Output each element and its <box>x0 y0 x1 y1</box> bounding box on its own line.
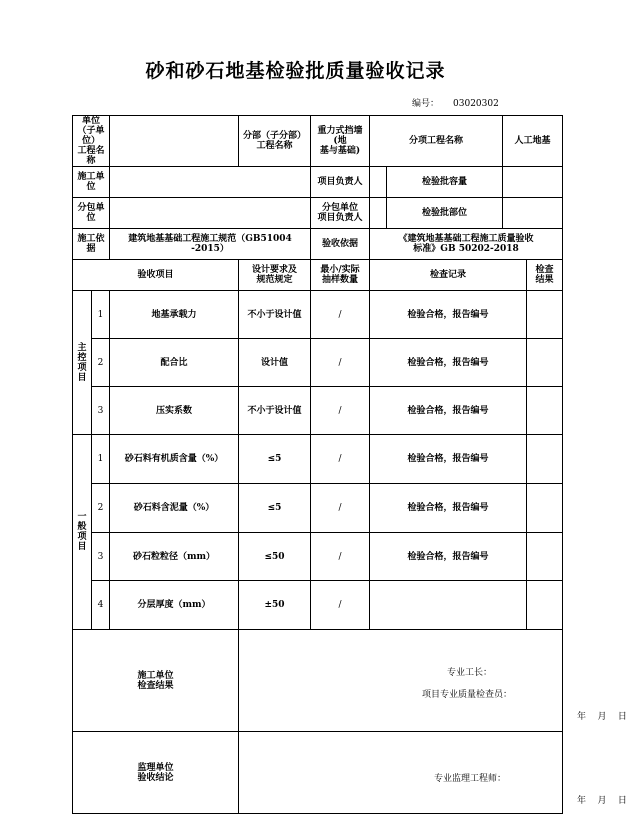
batch-location-label: 检验批部位 <box>387 198 503 229</box>
item-result <box>527 435 563 484</box>
table-row <box>73 484 563 533</box>
acceptance-basis-value: 《建筑地基基础工程施工质量验收 标准》GB 50202-2018 <box>370 229 563 260</box>
item-sample-qty: / <box>311 533 370 581</box>
column-header-sample-qty: 最小/实际 抽样数量 <box>311 260 370 291</box>
quality-inspector-signature-label: 项目专业质量检查员： <box>422 690 513 700</box>
subdivision-project-name-value: 重力式挡墙(地 基与基础) <box>311 116 370 167</box>
main-control-group-label: 主 控 项 目 <box>73 291 92 435</box>
item-requirement: 不小于设计值 <box>239 387 311 435</box>
header-row-subcontractor <box>73 198 563 229</box>
item-record: 检验合格，报告编号 <box>370 484 527 533</box>
item-sample-qty: / <box>311 435 370 484</box>
item-name: 砂石料含泥量（%） <box>110 484 239 533</box>
subcontractor-manager-label: 分包单位 项目负责人 <box>311 198 370 229</box>
column-header-record: 检查记录 <box>370 260 527 291</box>
subitem-project-name-value: 人工地基 <box>503 116 563 167</box>
project-manager-label: 项目负责人 <box>311 167 370 198</box>
project-manager-value <box>370 167 387 198</box>
page-title: 砂和砂石地基检验批质量验收记录 <box>145 60 446 82</box>
item-sample-qty: / <box>311 339 370 387</box>
construction-basis-value: 建筑地基基础工程施工规范（GB51004 -2015） <box>110 229 311 260</box>
supervision-check-signature-area <box>239 732 627 814</box>
item-requirement: ≤5 <box>239 484 311 533</box>
subcontractor-label: 分包单位 <box>73 198 110 229</box>
row-number: 2 <box>92 484 110 533</box>
item-result <box>527 484 563 533</box>
row-number: 1 <box>92 435 110 484</box>
foreman-signature-label: 专业工长： <box>447 668 493 678</box>
item-requirement: ≤50 <box>239 533 311 581</box>
item-sample-qty: / <box>311 387 370 435</box>
header-row-project <box>73 116 563 167</box>
table-row <box>73 339 563 387</box>
row-number: 4 <box>92 581 110 630</box>
general-group-label: 一 般 项 目 <box>73 435 92 630</box>
item-record <box>370 581 527 630</box>
item-result <box>527 387 563 435</box>
construction-check-row <box>73 630 563 732</box>
constructor-value <box>110 167 311 198</box>
column-header-requirement: 设计要求及 规范规定 <box>239 260 311 291</box>
column-header-result: 检查 结果 <box>527 260 563 291</box>
supervision-check-row <box>73 732 563 814</box>
subcontractor-value <box>110 198 311 229</box>
batch-capacity-value <box>503 167 563 198</box>
batch-capacity-label: 检验批容量 <box>387 167 503 198</box>
unit-project-name-value <box>110 116 239 167</box>
supervision-check-label: 监理单位 验收结论 <box>73 732 239 814</box>
item-result <box>527 339 563 387</box>
table-row <box>73 291 563 339</box>
item-name: 砂石料有机质含量（%） <box>110 435 239 484</box>
construction-check-signature-area <box>239 630 627 732</box>
item-name: 压实系数 <box>110 387 239 435</box>
item-record: 检验合格，报告编号 <box>370 435 527 484</box>
column-header-item: 验收项目 <box>73 260 239 291</box>
table-row <box>73 387 563 435</box>
item-name: 分层厚度（mm） <box>110 581 239 630</box>
item-name: 砂石粒粒径（mm） <box>110 533 239 581</box>
item-record: 检验合格，报告编号 <box>370 387 527 435</box>
item-result <box>527 581 563 630</box>
row-number: 3 <box>92 533 110 581</box>
item-result <box>527 291 563 339</box>
item-name: 地基承载力 <box>110 291 239 339</box>
row-number: 2 <box>92 339 110 387</box>
document-number-value: 03020302 <box>453 99 499 109</box>
supervising-engineer-signature-label: 专业监理工程师： <box>434 774 507 784</box>
table-row <box>73 581 563 630</box>
document-number <box>412 96 499 109</box>
item-requirement: 设计值 <box>239 339 311 387</box>
subcontractor-manager-value <box>370 198 387 229</box>
item-requirement: ±50 <box>239 581 311 630</box>
construction-check-label: 施工单位 检查结果 <box>73 630 239 732</box>
batch-location-value <box>503 198 563 229</box>
item-name: 配合比 <box>110 339 239 387</box>
acceptance-basis-label: 验收依据 <box>311 229 370 260</box>
inspection-record-table <box>72 115 627 814</box>
subdivision-project-name-label: 分部（子分部） 工程名称 <box>239 116 311 167</box>
item-sample-qty: / <box>311 484 370 533</box>
item-record: 检验合格，报告编号 <box>370 291 527 339</box>
item-record: 检验合格，报告编号 <box>370 339 527 387</box>
table-row <box>73 533 563 581</box>
item-sample-qty: / <box>311 291 370 339</box>
construction-check-date: 年 月 日 <box>577 712 627 722</box>
header-row-constructor <box>73 167 563 198</box>
column-header-row <box>73 260 563 291</box>
row-number: 3 <box>92 387 110 435</box>
subitem-project-name-label: 分项工程名称 <box>370 116 503 167</box>
construction-basis-label: 施工依据 <box>73 229 110 260</box>
item-requirement: ≤5 <box>239 435 311 484</box>
item-record: 检验合格，报告编号 <box>370 533 527 581</box>
header-row-basis <box>73 229 563 260</box>
row-number: 1 <box>92 291 110 339</box>
constructor-label: 施工单位 <box>73 167 110 198</box>
item-requirement: 不小于设计值 <box>239 291 311 339</box>
item-sample-qty: / <box>311 581 370 630</box>
supervision-check-date: 年 月 日 <box>577 796 627 806</box>
item-result <box>527 533 563 581</box>
document-number-label: 编号： <box>412 99 440 109</box>
unit-project-name-label: 单位（子单位） 工程名称 <box>73 116 110 167</box>
table-row <box>73 435 563 484</box>
